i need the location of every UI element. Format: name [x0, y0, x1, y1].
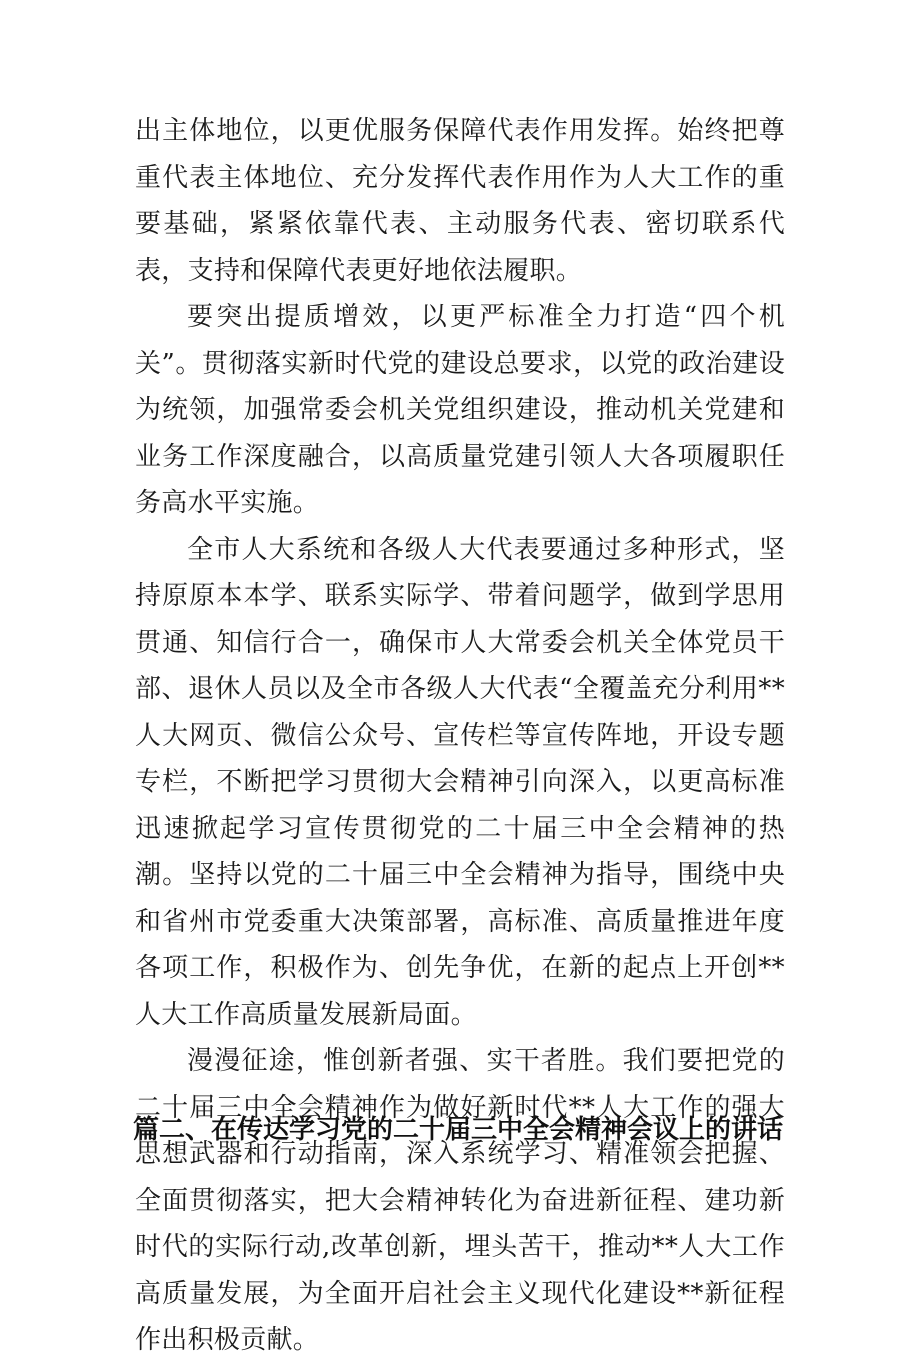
paragraph-four-organs: 要突出提质增效，以更严标准全力打造“四个机关”。贯彻落实新时代党的建设总要求，以党的政治建设为统领，加强常委会机关党组织建设，推动机关党建和业务工作深度融合，以高质量党建引领人大各项履职任务高水平实施。 [135, 302, 785, 518]
document-body [135, 108, 785, 1364]
section-heading: 篇二、在传达学习党的二十届三中全会精神会议上的讲话 [133, 1115, 784, 1145]
paragraph-continuation: 出主体地位，以更优服务保障代表作用发挥。始终把尊重代表主体地位、充分发挥代表作用作为人大工作的重要基础，紧紧依靠代表、主动服务代表、密切联系代表，支持和保障代表更好地依法履职。 [135, 116, 785, 286]
paragraph-conclusion: 漫漫征途，惟创新者强、实干者胜。我们要把党的二十届三中全会精神作为做好新时代**人大工作的强大思想武器和行动指南，深入系统学习、精准领会把握、全面贯彻落实，把大会精神转化为奋进新征程、建功新时代的实际行动,改革创新，埋头苦干，推动**人大工作高质量发展，为全面开启社会主义现代化建设**新征程作出积极贡献。 [135, 1046, 785, 1355]
paragraph-study-methods: 全市人大系统和各级人大代表要通过多种形式，坚持原原本本学、联系实际学、带着问题学，做到学思用贯通、知信行合一，确保市人大常委会机关全体党员干部、退休人员以及全市各级人大代表“全覆盖充分利用**人大网页、微信公众号、宣传栏等宣传阵地，开设专题专栏，不断把学习贯彻大会精神引向深入，以更高标准迅速掀起学习宣传贯彻党的二十届三中全会精神的热潮。坚持以党的二十届三中全会精神为指导，围绕中央和省州市党委重大决策部署，高标准、高质量推进年度各项工作，积极作为、创先争优，在新的起点上开创**人大工作高质量发展新局面。 [135, 534, 785, 1030]
